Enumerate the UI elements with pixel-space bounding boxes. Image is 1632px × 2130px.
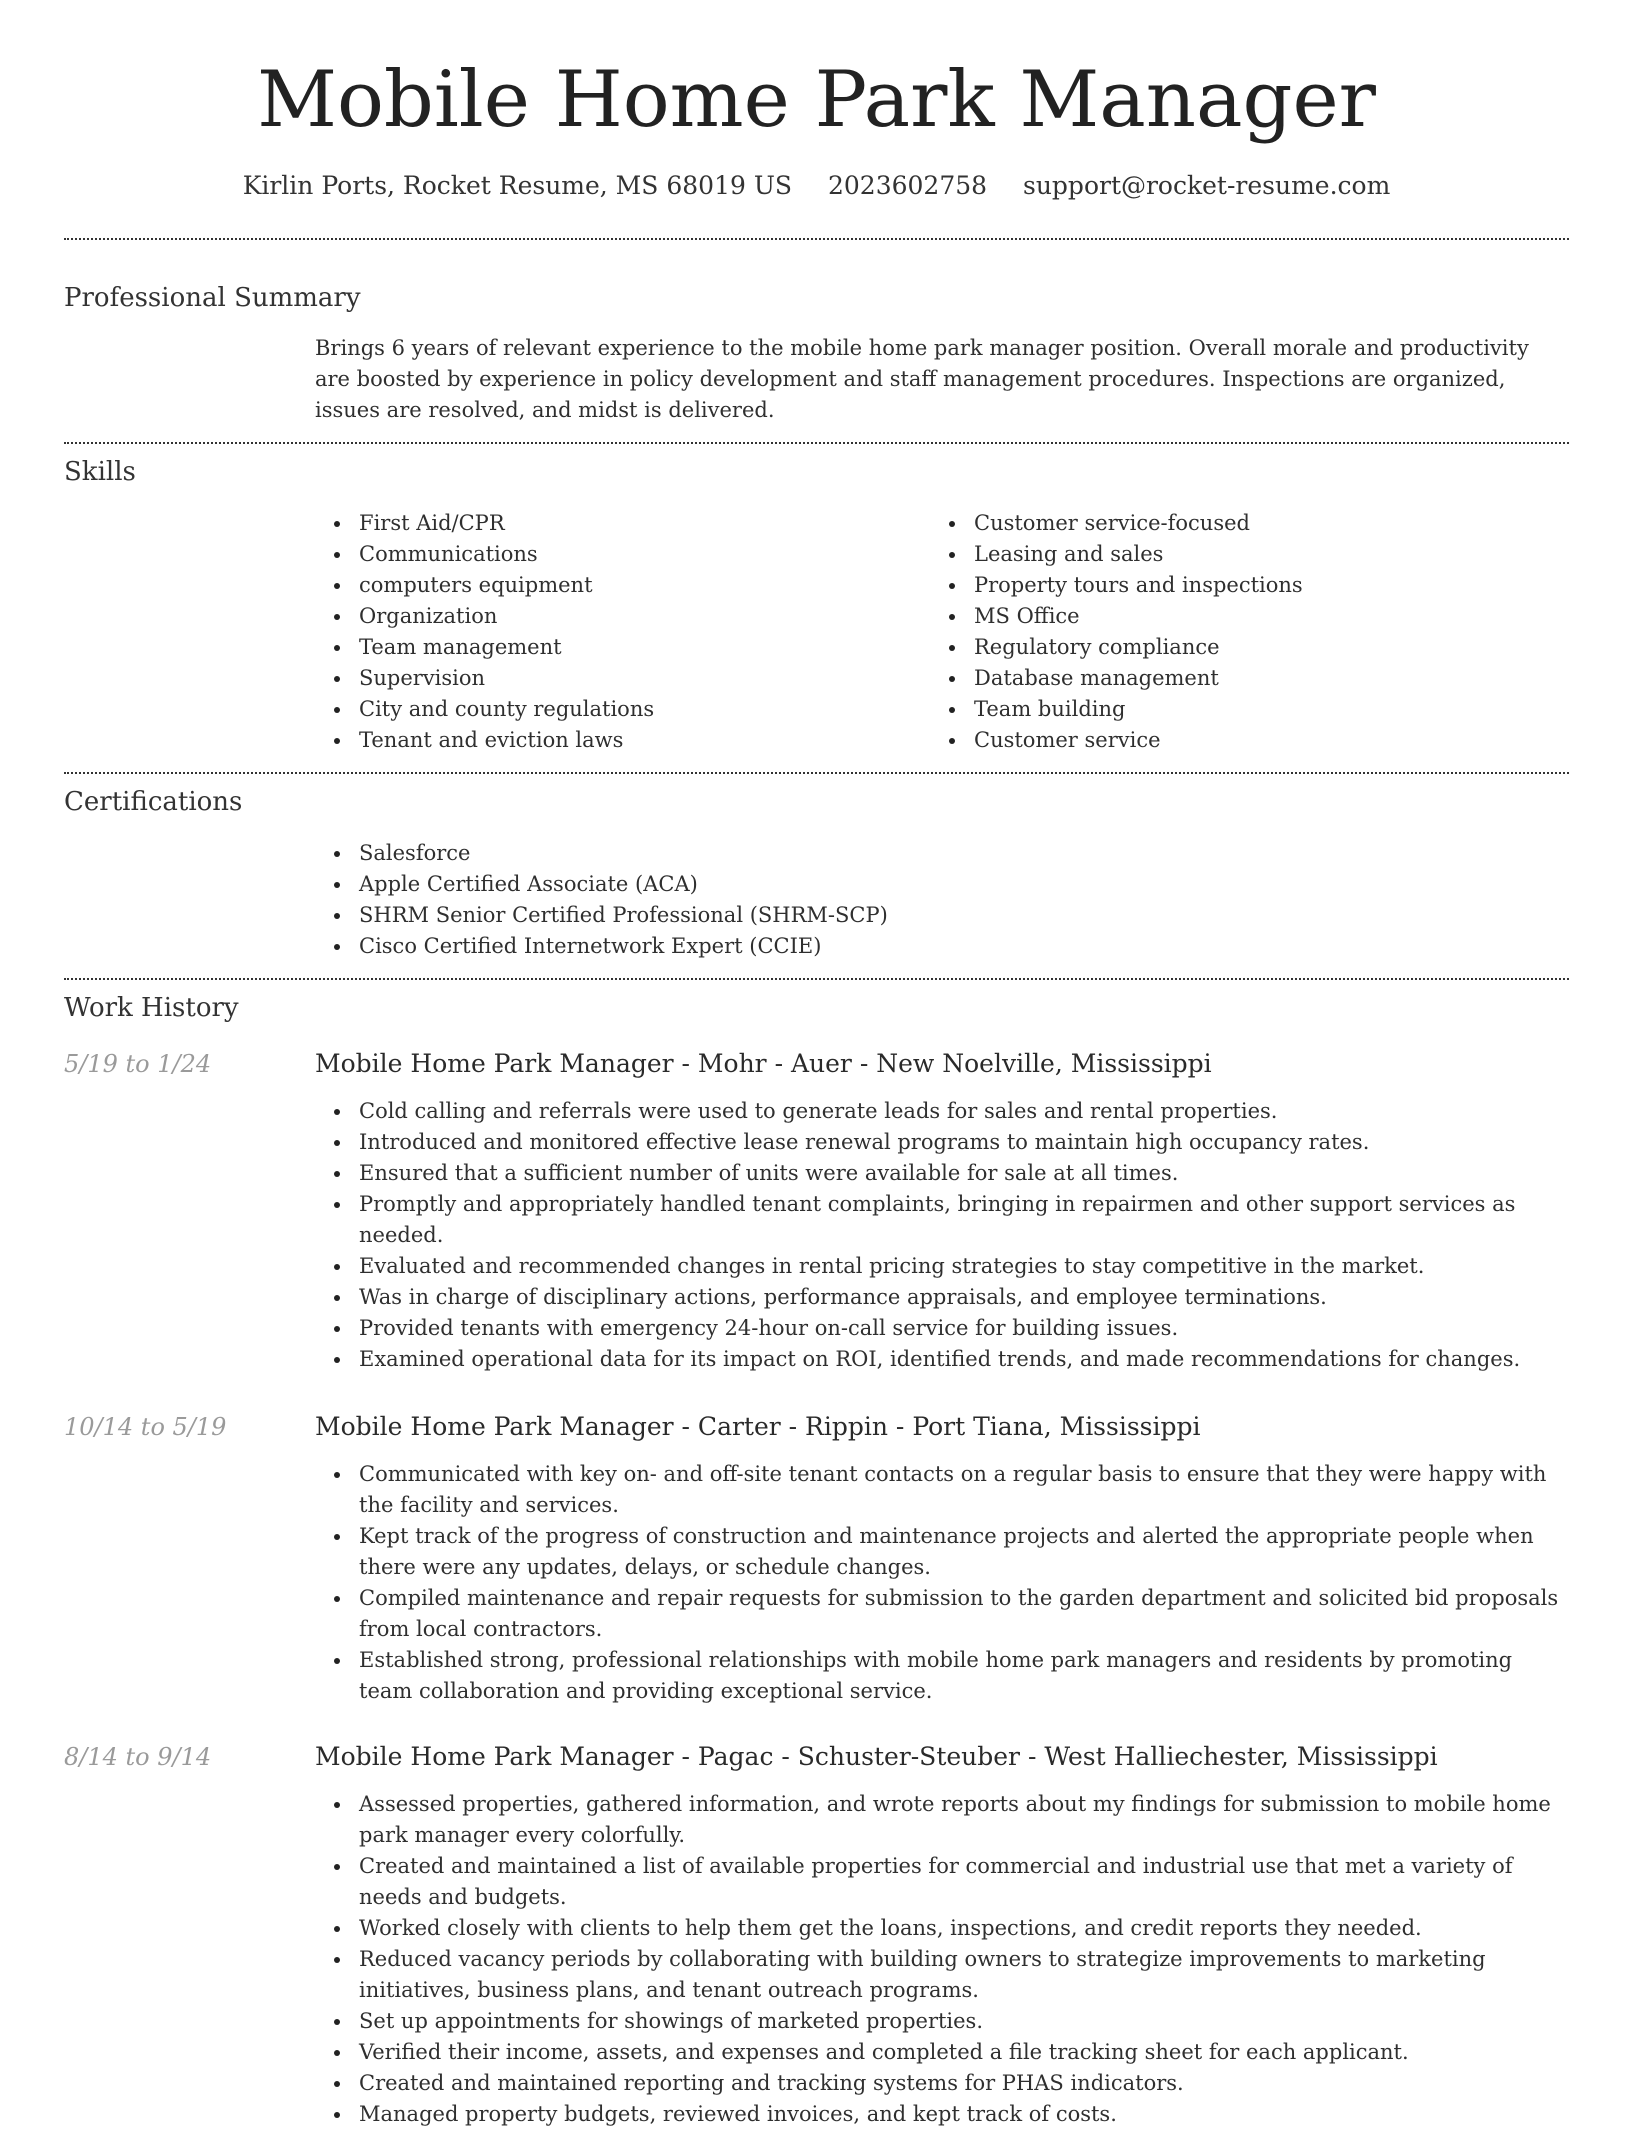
list-item: Worked closely with clients to help them get the loans, inspections, and credit reports they needed. [359,1913,1569,1944]
job-entry [64,1046,1569,1375]
list-item: Team management [359,632,930,663]
skills-column-left [315,508,930,756]
list-item: Apple Certified Associate (ACA) [359,869,1569,900]
list-item: Cisco Certified Internetwork Expert (CCIE) [359,931,1569,962]
divider [64,238,1569,240]
job-title: Mobile Home Park Manager - Carter - Rippin - Port Tiana, Mississippi [315,1412,1201,1441]
resume-page [64,0,1569,2130]
list-item: MS Office [974,601,1545,632]
job-bullets [315,1096,1569,1375]
list-item: Leasing and sales [974,539,1545,570]
certifications-list [315,838,1569,962]
list-item: Created and maintained a list of available properties for commercial and industrial use that met a variety of needs and budgets. [359,1851,1569,1913]
list-item: SHRM Senior Certified Professional (SHRM-SCP) [359,900,1569,931]
list-item: Communications [359,539,930,570]
job-duties [315,1459,1569,1707]
list-item: Ensured that a sufficient number of units were available for sale at all times. [359,1158,1569,1189]
list-item: Property tours and inspections [974,570,1545,601]
list-item: Examined operational data for its impact on ROI, identified trends, and made recommendations for changes. [359,1344,1569,1375]
list-item: Created and maintained reporting and tracking systems for PHAS indicators. [359,2068,1569,2099]
list-item: Provided tenants with emergency 24-hour on-call service for building issues. [359,1313,1569,1344]
list-item: Team building [974,694,1545,725]
contact-email: support@rocket-resume.com [1023,171,1391,200]
list-item: First Aid/CPR [359,508,930,539]
skills-list [315,508,1569,756]
job-duties [315,1096,1569,1375]
list-item: Reduced vacancy periods by collaborating with building owners to strategize improvements to marketing initiatives, business plans, and tenant outreach programs. [359,1944,1569,2006]
divider [64,442,1569,444]
job-dates: 10/14 to 5/19 [64,1413,227,1441]
list-item: Customer service-focused [974,508,1545,539]
certifications-section [64,784,1569,962]
job-entry [64,1739,1569,2130]
job-dates: 8/14 to 9/14 [64,1743,212,1771]
list-item: Promptly and appropriately handled tenant complaints, bringing in repairmen and other support services as needed. [359,1189,1569,1251]
job-title: Mobile Home Park Manager - Mohr - Auer - New Noelville, Mississippi [315,1049,1212,1078]
skills-section [64,454,1569,756]
summary-heading: Professional Summary [64,283,361,313]
list-item: Salesforce [359,838,1569,869]
job-title: Mobile Home Park Manager - Pagac - Schuster-Steuber - West Halliechester, Mississippi [315,1742,1438,1771]
list-item: computers equipment [359,570,930,601]
divider [64,772,1569,774]
contact-phone: 2023602758 [827,171,988,200]
list-item: Tenant and eviction laws [359,725,930,756]
contact-line [64,168,1569,204]
job-entry [64,1409,1569,1707]
work-history-section [64,990,1569,2130]
list-item: Communicated with key on- and off-site tenant contacts on a regular basis to ensure that they were happy with the facility and services. [359,1459,1569,1521]
certifications-heading: Certifications [64,787,243,817]
certifications-items [315,838,1569,962]
list-item: Verified their income, assets, and expenses and completed a file tracking sheet for each applicant. [359,2037,1569,2068]
list-item: Was in charge of disciplinary actions, performance appraisals, and employee terminations. [359,1282,1569,1313]
list-item: City and county regulations [359,694,930,725]
list-item: Cold calling and referrals were used to generate leads for sales and rental properties. [359,1096,1569,1127]
summary-section [64,280,1569,426]
job-bullets [315,1459,1569,1707]
list-item: Database management [974,663,1545,694]
list-item: Supervision [359,663,930,694]
list-item: Regulatory compliance [974,632,1545,663]
divider [64,978,1569,980]
list-item: Introduced and monitored effective lease renewal programs to maintain high occupancy rates. [359,1127,1569,1158]
skills-column-right [930,508,1545,756]
work-history-heading: Work History [64,993,239,1023]
contact-address: Kirlin Ports, Rocket Resume, MS 68019 US [242,171,793,200]
list-item: Evaluated and recommended changes in rental pricing strategies to stay competitive in the market. [359,1251,1569,1282]
list-item: Customer service [974,725,1545,756]
job-duties [315,1789,1569,2130]
list-item: Established strong, professional relationships with mobile home park managers and residents by promoting team collaboration and providing exceptional service. [359,1645,1569,1707]
list-item: Compiled maintenance and repair requests for submission to the garden department and solicited bid proposals from local contractors. [359,1583,1569,1645]
job-list [64,1046,1569,2130]
list-item: Set up appointments for showings of marketed properties. [359,2006,1569,2037]
list-item: Managed property budgets, reviewed invoices, and kept track of costs. [359,2099,1569,2130]
job-dates: 5/19 to 1/24 [64,1050,212,1078]
job-bullets [315,1789,1569,2130]
resume-title: Mobile Home Park Manager [257,55,1376,145]
list-item: Kept track of the progress of construction and maintenance projects and alerted the appropriate people when there were any updates, delays, or schedule changes. [359,1521,1569,1583]
list-item: Organization [359,601,930,632]
skills-heading: Skills [64,457,136,487]
list-item: Assessed properties, gathered information, and wrote reports about my findings for submission to mobile home park manager every colorfully. [359,1789,1569,1851]
summary-text: Brings 6 years of relevant experience to the mobile home park manager position. Overall morale and productivity are boosted by experience in policy development and staff management procedures. Inspections are organized, issues are resolved, and midst is delivered. [315,336,1529,422]
